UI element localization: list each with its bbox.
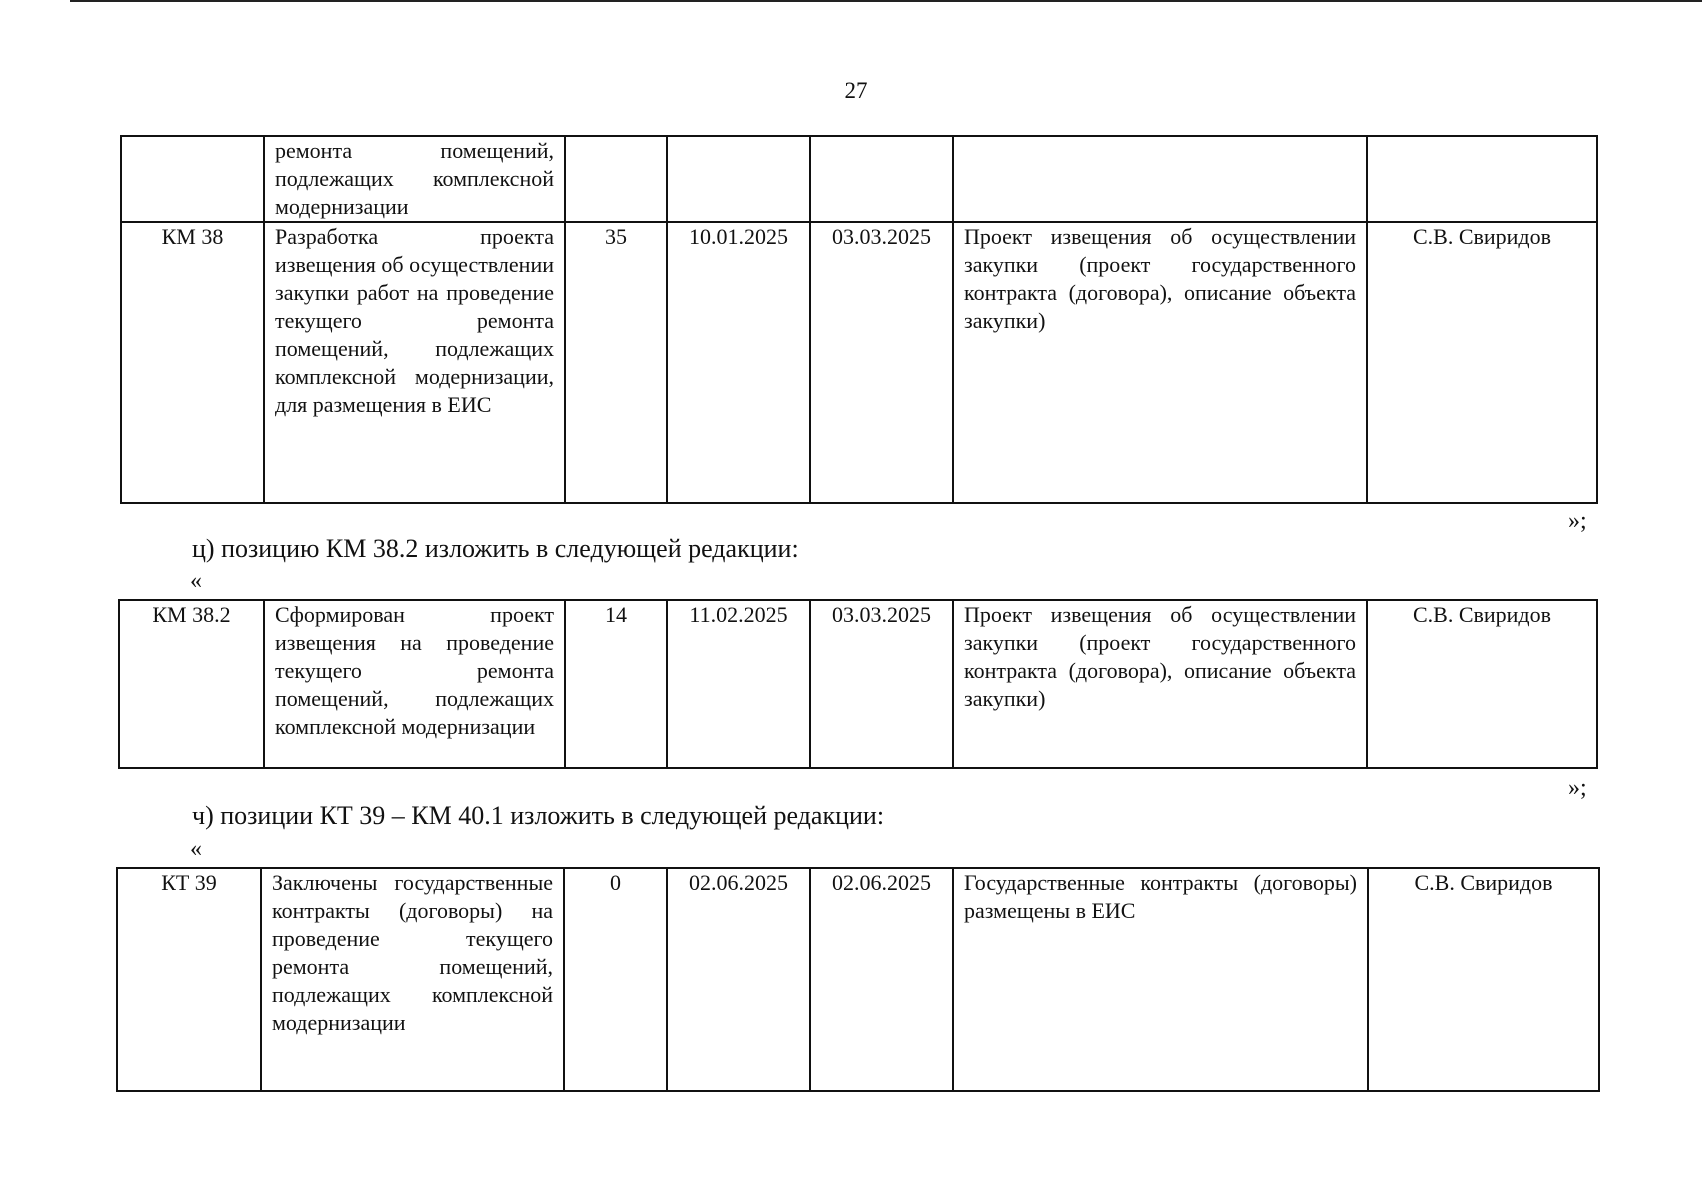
cell-result (953, 136, 1367, 222)
table-row (121, 222, 1597, 503)
cell-start-date: 11.02.2025 (667, 600, 810, 768)
instruction-text-1: ц) позицию КМ 38.2 изложить в следующей редакции: (192, 534, 799, 563)
cell-responsible: С.В. Свиридов (1368, 868, 1599, 1091)
schedule-table-3 (116, 867, 1600, 1092)
cell-duration: 35 (565, 222, 667, 503)
table-row (121, 136, 1597, 222)
cell-start-date: 10.01.2025 (667, 222, 810, 503)
cell-code: КМ 38 (121, 222, 264, 503)
cell-name: ремонта помещений, подлежащих комплексной модернизации (264, 136, 565, 222)
closing-quote-2: »; (1568, 775, 1587, 801)
cell-end-date: 03.03.2025 (810, 222, 953, 503)
cell-responsible: С.В. Свиридов (1367, 222, 1597, 503)
schedule-table-1 (120, 135, 1598, 504)
cell-start-date (667, 136, 810, 222)
schedule-table-2 (118, 599, 1598, 769)
cell-start-date: 02.06.2025 (667, 868, 810, 1091)
cell-end-date (810, 136, 953, 222)
cell-name: Разработка проекта извещения об осуществлении закупки работ на проведение текущего ремонта помещений, подлежащих комплексной модернизации, для размещения в ЕИС (264, 222, 565, 503)
closing-quote-1: »; (1568, 508, 1587, 534)
table-row (117, 868, 1599, 1091)
cell-responsible: С.В. Свиридов (1367, 600, 1597, 768)
cell-code: КМ 38.2 (119, 600, 264, 768)
page-number: 27 (844, 78, 868, 103)
cell-result: Государственные контракты (договоры) размещены в ЕИС (953, 868, 1368, 1091)
cell-duration: 14 (565, 600, 667, 768)
cell-code (121, 136, 264, 222)
cell-code: КТ 39 (117, 868, 261, 1091)
page-top-edge-line (70, 0, 1702, 2)
cell-result: Проект извещения об осуществлении закупки (проект государственного контракта (договора), описание объекта закупки) (953, 600, 1367, 768)
cell-duration: 0 (564, 868, 667, 1091)
cell-duration (565, 136, 667, 222)
instruction-text-2: ч) позиции КТ 39 – КМ 40.1 изложить в следующей редакции: (192, 801, 885, 830)
cell-end-date: 03.03.2025 (810, 600, 953, 768)
cell-name: Сформирован проект извещения на проведение текущего ремонта помещений, подлежащих комплексной модернизации (264, 600, 565, 768)
opening-quote-1: « (190, 568, 202, 594)
table-row (119, 600, 1597, 768)
cell-name: Заключены государственные контракты (договоры) на проведение текущего ремонта помещений, подлежащих комплексной модернизации (261, 868, 564, 1091)
cell-responsible (1367, 136, 1597, 222)
cell-end-date: 02.06.2025 (810, 868, 953, 1091)
opening-quote-2: « (190, 836, 202, 862)
cell-result: Проект извещения об осуществлении закупки (проект государственного контракта (договора), описание объекта закупки) (953, 222, 1367, 503)
